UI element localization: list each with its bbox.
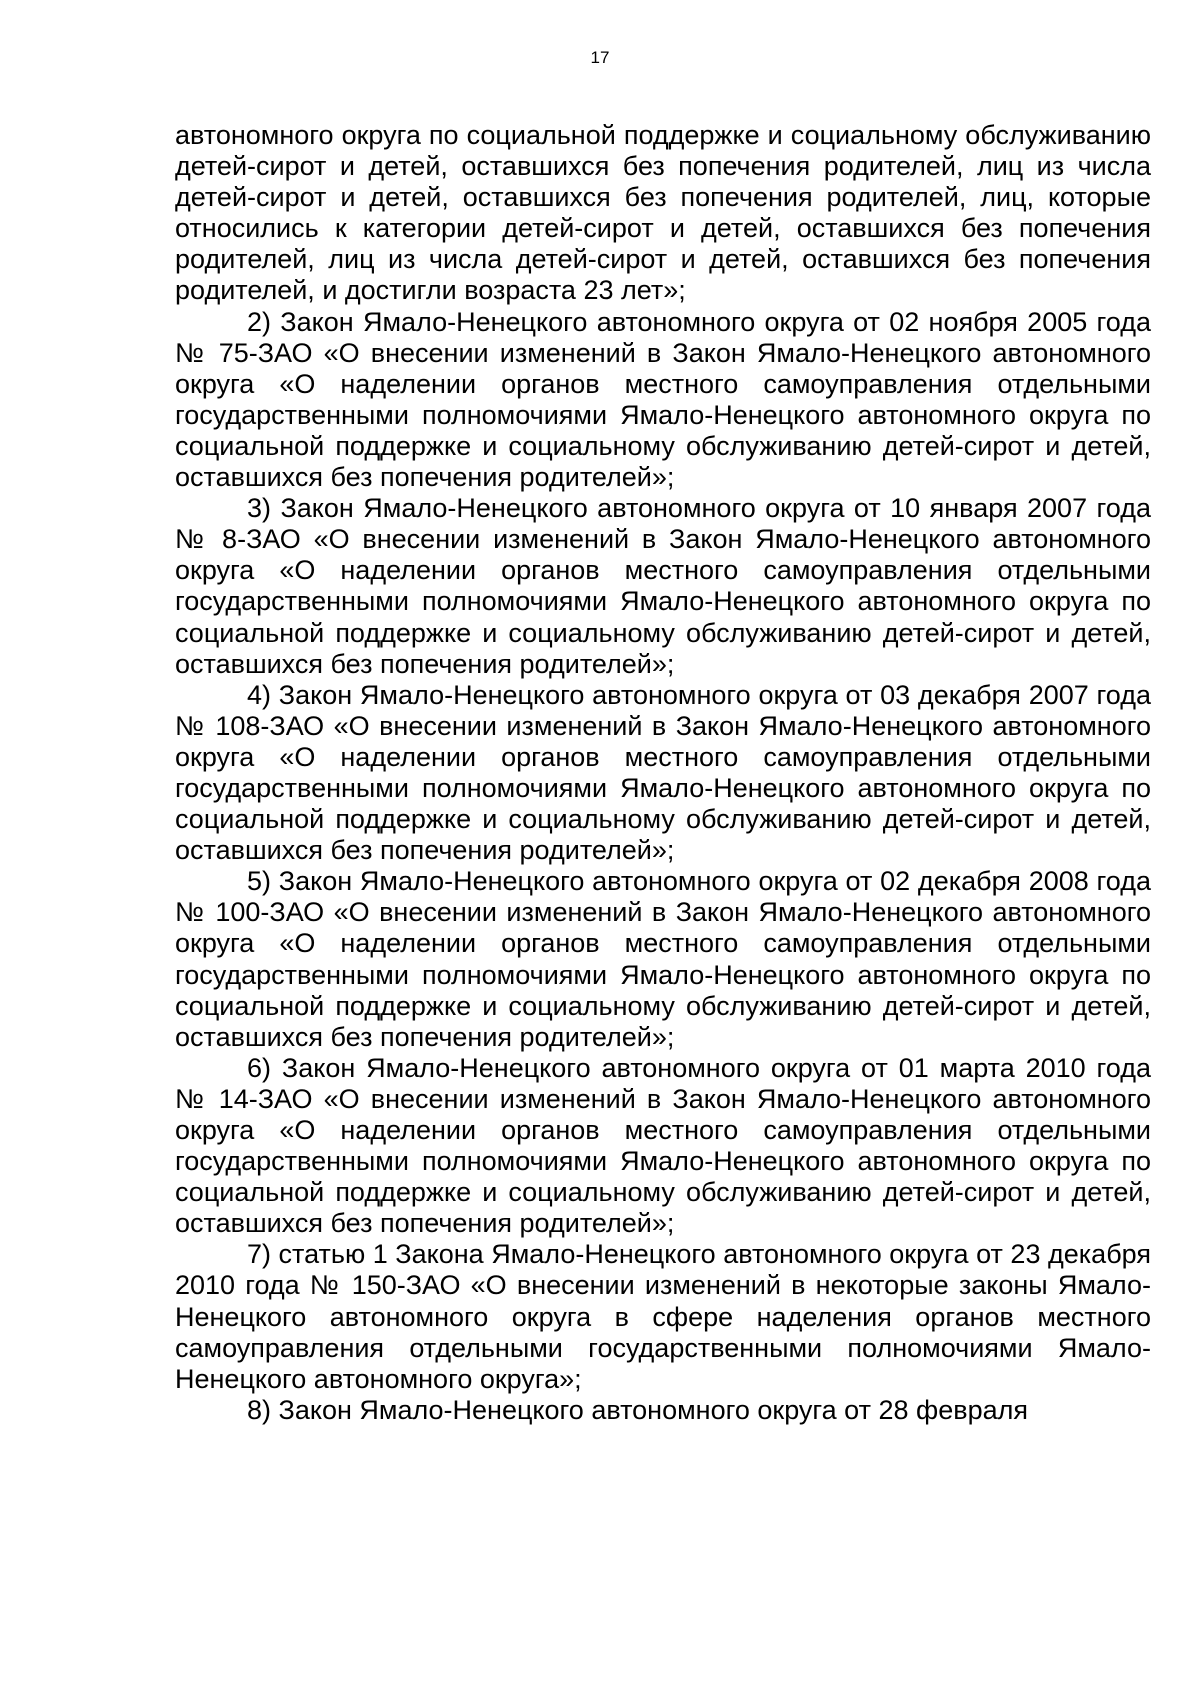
list-item-5: 5) Закон Ямало-Ненецкого автономного округа от 02 декабря 2008 года № 100-ЗАО «О внесении изменений в Закон Ямало-Ненецкого автономного округа «О наделении органов местного самоуправления отдельными государственными полномочиями Ямало-Ненецкого автономного округа по социальной поддержке и социальному обслуживанию детей-сирот и детей, оставшихся без попечения родителей»;: [175, 866, 1151, 1052]
list-item-4: 4) Закон Ямало-Ненецкого автономного округа от 03 декабря 2007 года № 108-ЗАО «О внесении изменений в Закон Ямало-Ненецкого автономного округа «О наделении органов местного самоуправления отдельными государственными полномочиями Ямало-Ненецкого автономного округа по социальной поддержке и социальному обслуживанию детей-сирот и детей, оставшихся без попечения родителей»;: [175, 679, 1151, 866]
list-item-2: 2) Закон Ямало-Ненецкого автономного округа от 02 ноября 2005 года № 75-ЗАО «О внесении изменений в Закон Ямало-Ненецкого автономного округа «О наделении органов местного самоуправления отдельными государственными полномочиями Ямало-Ненецкого автономного округа по социальной поддержке и социальному обслуживанию детей-сирот и детей, оставшихся без попечения родителей»;: [175, 306, 1151, 493]
document-body: [175, 120, 1151, 1426]
list-item-3: 3) Закон Ямало-Ненецкого автономного округа от 10 января 2007 года № 8-ЗАО «О внесении изменений в Закон Ямало-Ненецкого автономного округа «О наделении органов местного самоуправления отдельными государственными полномочиями Ямало-Ненецкого автономного округа по социальной поддержке и социальному обслуживанию детей-сирот и детей, оставшихся без попечения родителей»;: [175, 493, 1151, 679]
page-number: 17: [590, 48, 610, 67]
list-item-6: 6) Закон Ямало-Ненецкого автономного округа от 01 марта 2010 года № 14-ЗАО «О внесении изменений в Закон Ямало-Ненецкого автономного округа «О наделении органов местного самоуправления отдельными государственными полномочиями Ямало-Ненецкого автономного округа по социальной поддержке и социальному обслуживанию детей-сирот и детей, оставшихся без попечения родителей»;: [175, 1052, 1151, 1239]
paragraph-continuation: автономного округа по социальной поддержке и социальному обслуживанию детей-сирот и детей, оставшихся без попечения родителей, лиц из числа детей-сирот и детей, оставшихся без попечения родителей, лиц, которые относились к категории детей-сирот и детей, оставшихся без попечения родителей, лиц из числа детей-сирот и детей, оставшихся без попечения родителей, и достигли возраста 23 лет»;: [175, 120, 1151, 306]
list-item-8: 8) Закон Ямало-Ненецкого автономного округа от 28 февраля: [247, 1394, 1028, 1425]
list-item-7: 7) статью 1 Закона Ямало-Ненецкого автономного округа от 23 декабря 2010 года № 150-ЗАО «О внесении изменений в некоторые законы Ямало-Ненецкого автономного округа в сфере наделения органов местного самоуправления отдельными государственными полномочиями Ямало-Ненецкого автономного округа»;: [175, 1239, 1151, 1394]
